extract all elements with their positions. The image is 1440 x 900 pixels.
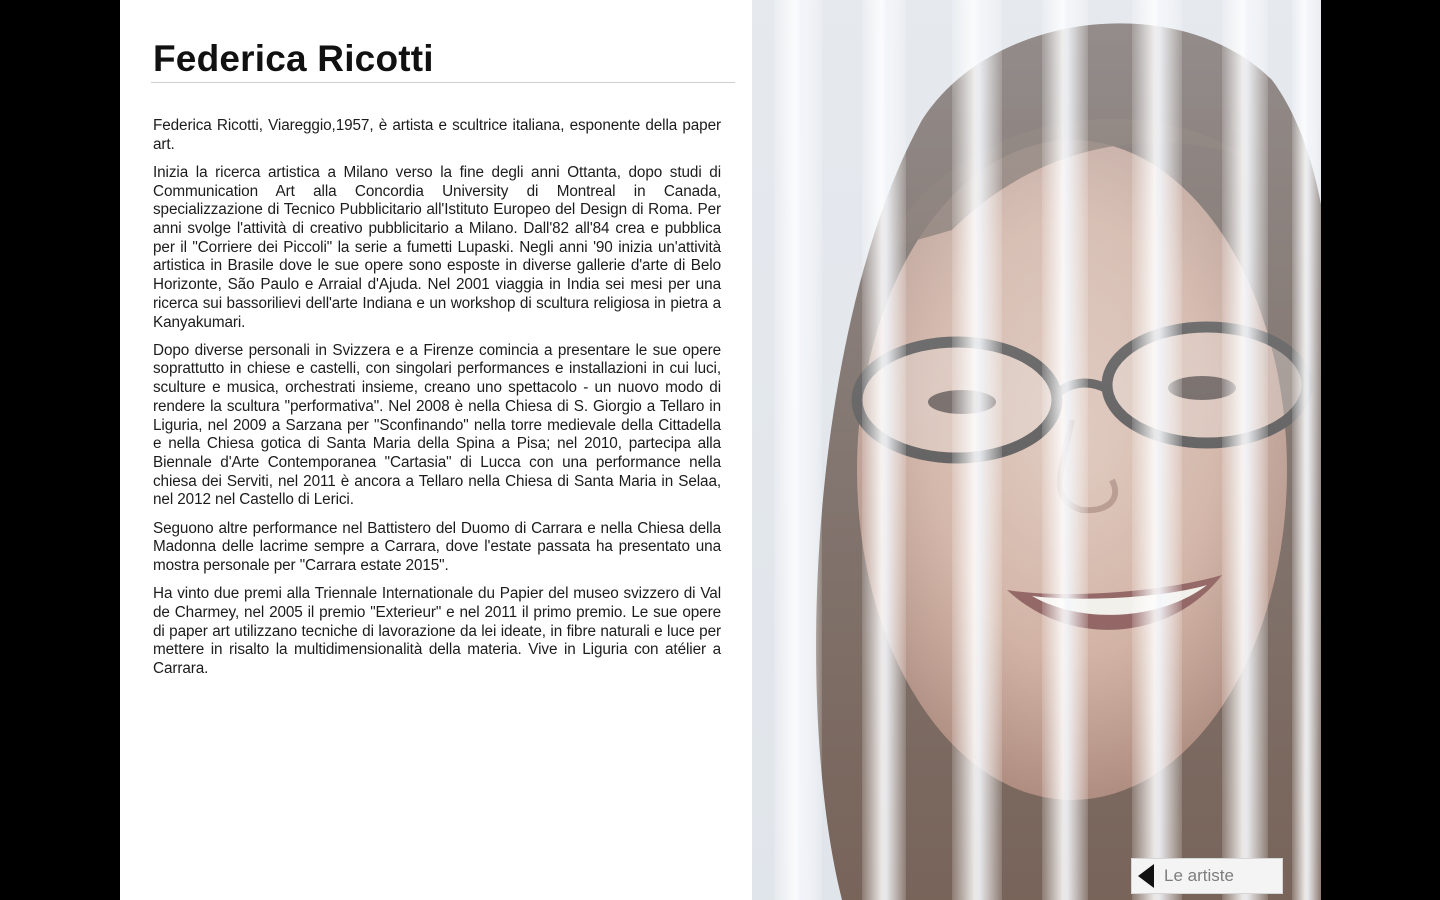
triangle-left-icon [1134, 859, 1158, 893]
bio-paragraph: Dopo diverse personali in Svizzera e a Firenze comincia a presentare le sue opere soprattutto in chiese e castelli, con singolari performances e installazioni in cui luci, sculture e musica, orchestrati insieme, creano uno spettacolo - un nuovo modo di rendere la scultura "performativa". Nel 2008 è nella Chiesa di S. Giorgio a Tellaro in Liguria, nel 2009 a Sarzana per "Sconfinando" nella torre medievale della Cittadella e nella Chiesa gotica di Santa Maria della Spina a Pisa; nel 2010, partecipa alla Biennale d'Arte Contemporanea "Cartasia" di Lucca con una performance nella chiesa dei Serviti, nel 2011 è ancora a Tellaro nella Chiesa di Santa Maria in Selaa, nel 2012 nel Castello di Lerici. [153, 341, 721, 509]
bio-paragraph: Inizia la ricerca artistica a Milano verso la fine degli anni Ottanta, dopo studi di Communication Art alla Concordia University di Montreal in Canada, specializzazione di Tecnico Pubblicitario all'Istituto Europeo del Design di Roma. Per anni svolge l'attività di creativo pubblicitario a Milano. Dall'82 all'84 crea e pubblica per il "Corriere dei Piccoli" la serie a fumetti Lupaski. Negli anni '90 inizia un'attività artistica in Brasile dove le sue opere sono esposte in diverse gallerie d'arte di Belo Horizonte, São Paulo e Arraial d'Ajuda. Nel 2001 viaggia in India sei mesi per una ricerca sui bassorilievi dell'arte Indiana e un workshop di scultura religiosa in pietra a Kanyakumari. [153, 163, 721, 331]
biography-text [153, 117, 721, 688]
back-button-label: Le artiste [1164, 866, 1234, 885]
title-divider [151, 82, 735, 83]
artist-page [120, 0, 1321, 900]
back-to-artists-button[interactable] [1131, 858, 1283, 894]
bio-paragraph: Ha vinto due premi alla Triennale Internationale du Papier del museo svizzero di Val de Charmey, nel 2005 il premio "Exterieur" e nel 2011 il primo premio. Le sue opere di paper art utilizzano tecniche di lavorazione da lei ideate, in fibre naturali e luce per mettere in risalto la multidimensionalità della materia. Vive in Liguria con atélier a Carrara. [153, 585, 721, 677]
artist-name-heading: Federica Ricotti [153, 38, 434, 79]
bio-paragraph: Seguono altre performance nel Battistero del Duomo di Carrara e nella Chiesa della Madonna delle lacrime sempre a Carrara, dove l'estate passata ha presentato una mostra personale per "Carrara estate 2015". [153, 519, 721, 574]
bio-paragraph: Federica Ricotti, Viareggio,1957, è artista e scultrice italiana, esponente della paper art. [153, 117, 721, 153]
biography-column [120, 0, 752, 900]
artist-portrait-photo [752, 0, 1321, 900]
portrait-illustration [752, 0, 1321, 900]
